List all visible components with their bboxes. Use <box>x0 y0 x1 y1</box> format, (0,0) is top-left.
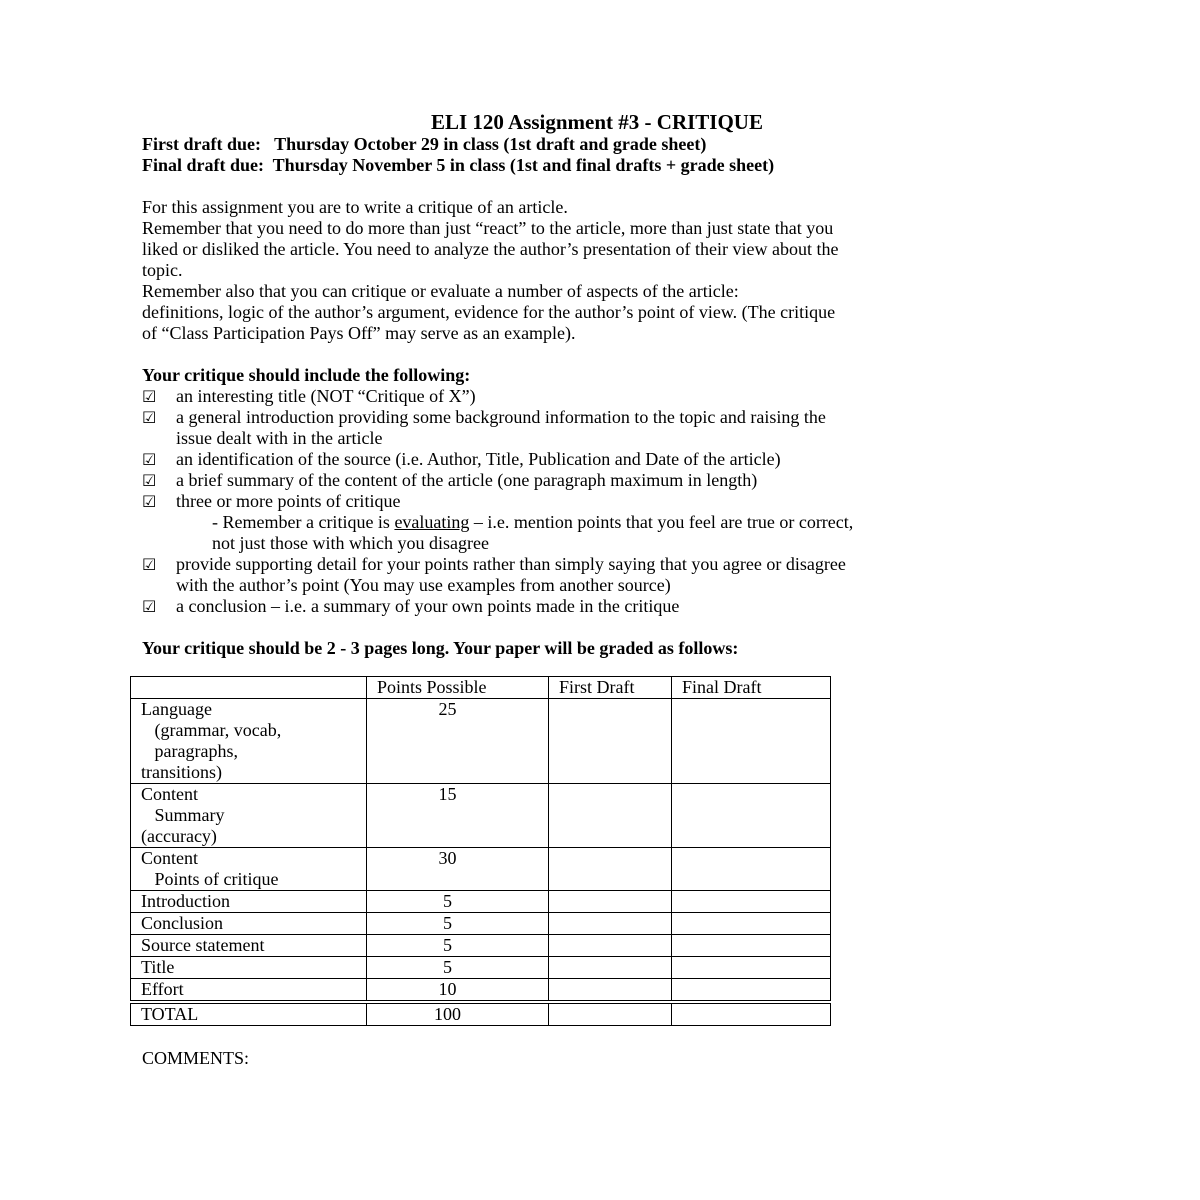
list-item-text: with the author’s point (You may use examples from another source) <box>176 575 671 595</box>
table-row <box>131 979 831 1003</box>
criterion-label: Introduction <box>141 891 230 911</box>
final-draft-cell[interactable] <box>672 784 831 848</box>
comments-label: COMMENTS: <box>142 1048 250 1068</box>
points-possible-cell: 10 <box>367 979 549 1003</box>
assignment-title: ELI 120 Assignment #3 - CRITIQUE <box>431 110 763 134</box>
criterion-label: Conclusion <box>141 913 224 933</box>
first-draft-due: First draft due: Thursday October 29 in class (1st draft and grade sheet) <box>142 134 707 154</box>
final-draft-cell[interactable] <box>672 848 831 891</box>
total-row <box>131 1002 831 1026</box>
points-possible-cell: 5 <box>367 891 549 913</box>
list-item <box>142 596 1072 617</box>
criterion-label: Summary <box>141 805 225 825</box>
checkbox-checked-icon: ☑ <box>142 597 157 616</box>
include-heading: Your critique should include the following: <box>142 365 471 385</box>
list-item-text: provide supporting detail for your points rather than simply saying that you agree or disagree <box>176 554 846 574</box>
points-possible-cell: 5 <box>367 935 549 957</box>
intro-line: liked or disliked the article. You need to analyze the author’s presentation of their view about the <box>142 239 839 259</box>
table-header <box>131 677 367 699</box>
checkbox-checked-icon: ☑ <box>142 387 157 406</box>
final-draft-total-cell[interactable] <box>672 1002 831 1026</box>
criterion-cell <box>131 957 367 979</box>
final-draft-due: Final draft due: Thursday November 5 in class (1st and final drafts + grade sheet) <box>142 155 775 175</box>
table-row <box>131 913 831 935</box>
list-item <box>142 554 1072 596</box>
first-draft-total-cell[interactable] <box>549 1002 672 1026</box>
intro-line: Remember that you need to do more than just “react” to the article, more than just state that you <box>142 218 834 238</box>
criterion-label: Title <box>141 957 175 977</box>
list-item-text: an interesting title (NOT “Critique of X”) <box>176 386 476 406</box>
intro-line: topic. <box>142 260 183 280</box>
final-draft-cell[interactable] <box>672 935 831 957</box>
checkbox-checked-icon: ☑ <box>142 492 157 511</box>
table-row <box>131 891 831 913</box>
first-draft-cell[interactable] <box>549 848 672 891</box>
first-draft-cell[interactable] <box>549 699 672 784</box>
table-header: Points Possible <box>367 677 549 699</box>
criterion-cell <box>131 935 367 957</box>
list-item-text: a conclusion – i.e. a summary of your own points made in the critique <box>176 596 680 616</box>
first-draft-cell[interactable] <box>549 891 672 913</box>
criterion-label: Points of critique <box>141 869 279 889</box>
total-label: TOTAL <box>131 1002 367 1026</box>
table-row <box>131 935 831 957</box>
document-body <box>142 110 1072 659</box>
grading-table <box>130 676 831 1026</box>
checklist <box>142 386 1072 617</box>
table-row <box>131 699 831 784</box>
table-header: First Draft <box>549 677 672 699</box>
criterion-cell <box>131 699 367 784</box>
list-item-text: a brief summary of the content of the article (one paragraph maximum in length) <box>176 470 758 490</box>
points-possible-cell: 15 <box>367 784 549 848</box>
final-draft-cell[interactable] <box>672 891 831 913</box>
final-draft-cell[interactable] <box>672 979 831 1003</box>
intro-line: of “Class Participation Pays Off” may serve as an example). <box>142 323 576 343</box>
list-item-text: three or more points of critique <box>176 491 401 511</box>
checkbox-checked-icon: ☑ <box>142 555 157 574</box>
checkbox-checked-icon: ☑ <box>142 450 157 469</box>
criterion-cell <box>131 979 367 1003</box>
list-item-text: a general introduction providing some background information to the topic and raising the <box>176 407 826 427</box>
note-underlined: evaluating <box>394 512 470 532</box>
intro-line: Remember also that you can critique or evaluate a number of aspects of the article: <box>142 281 739 301</box>
checkbox-checked-icon: ☑ <box>142 471 157 490</box>
criterion-label: (grammar, vocab, <box>141 720 282 740</box>
note-text: - Remember a critique is <box>212 512 395 532</box>
intro-paragraph <box>142 197 1072 344</box>
final-draft-cell[interactable] <box>672 699 831 784</box>
criterion-cell <box>131 784 367 848</box>
points-possible-cell: 30 <box>367 848 549 891</box>
intro-line: For this assignment you are to write a critique of an article. <box>142 197 568 217</box>
critique-note <box>142 512 1072 554</box>
list-item <box>142 386 1072 407</box>
points-possible-cell: 5 <box>367 913 549 935</box>
criterion-label: Content <box>141 848 198 868</box>
first-draft-cell[interactable] <box>549 935 672 957</box>
table-row <box>131 957 831 979</box>
criterion-label: Source statement <box>141 935 265 955</box>
first-draft-cell[interactable] <box>549 913 672 935</box>
criterion-label: (accuracy) <box>141 826 217 846</box>
table-row <box>131 784 831 848</box>
total-points: 100 <box>367 1002 549 1026</box>
final-draft-cell[interactable] <box>672 957 831 979</box>
criterion-label: Content <box>141 784 198 804</box>
note-text: not just those with which you disagree <box>212 533 489 553</box>
criterion-cell <box>131 848 367 891</box>
first-draft-cell[interactable] <box>549 784 672 848</box>
points-possible-cell: 25 <box>367 699 549 784</box>
table-row <box>131 848 831 891</box>
first-draft-cell[interactable] <box>549 979 672 1003</box>
table-header: Final Draft <box>672 677 831 699</box>
list-item <box>142 470 1072 491</box>
table-header-row <box>131 677 831 699</box>
criterion-cell <box>131 913 367 935</box>
list-item <box>142 449 1072 470</box>
criterion-label: Language <box>141 699 212 719</box>
intro-line: definitions, logic of the author’s argument, evidence for the author’s point of view. (The critique <box>142 302 836 322</box>
list-item <box>142 491 1072 512</box>
criterion-label: Effort <box>141 979 184 999</box>
list-item <box>142 407 1072 449</box>
list-item-text: an identification of the source (i.e. Author, Title, Publication and Date of the article) <box>176 449 781 469</box>
checkbox-checked-icon: ☑ <box>142 408 157 427</box>
first-draft-cell[interactable] <box>549 957 672 979</box>
criterion-label: paragraphs, <box>141 741 238 761</box>
final-draft-cell[interactable] <box>672 913 831 935</box>
criterion-label: transitions) <box>141 762 222 782</box>
points-possible-cell: 5 <box>367 957 549 979</box>
list-item-text: issue dealt with in the article <box>176 428 383 448</box>
criterion-cell <box>131 891 367 913</box>
length-note: Your critique should be 2 - 3 pages long. Your paper will be graded as follows: <box>142 638 739 658</box>
note-text: – i.e. mention points that you feel are true or correct, <box>469 512 854 532</box>
